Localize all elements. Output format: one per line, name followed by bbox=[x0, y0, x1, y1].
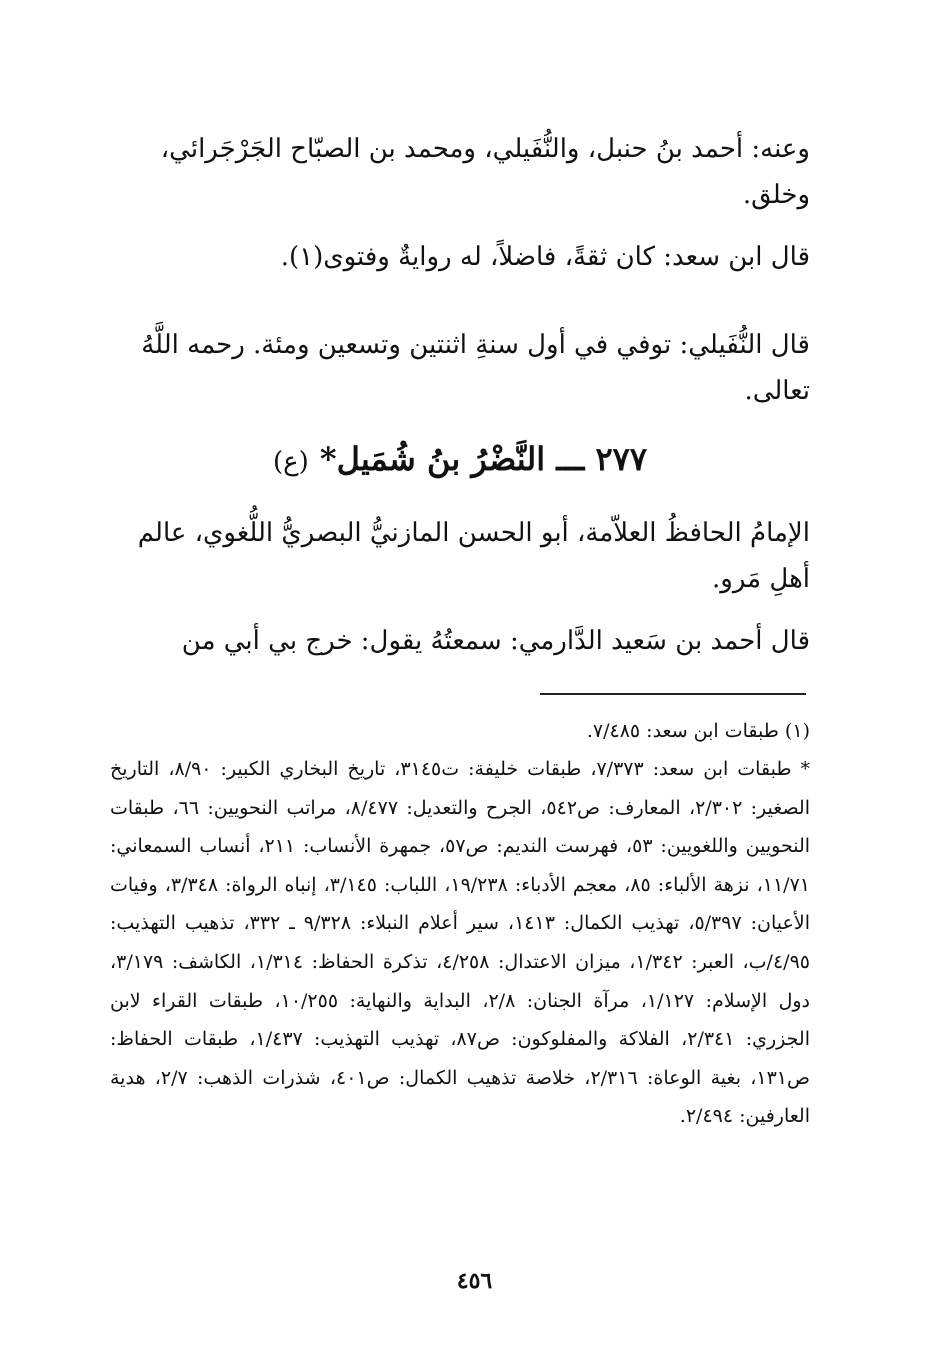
paragraph-narrators bbox=[110, 126, 810, 218]
paragraph-darimi-text: قال أحمد بن سَعيد الدَّارمي: سمعتُهُ يقول: خرج بي أبي من bbox=[181, 626, 810, 656]
footnote-sources-text: طبقات ابن سعد: ٧/٣٧٣، طبقات خليفة: ت٣١٤٥، تاريخ البخاري الكبير: ٨/٩٠، التاريخ الصغير: ٢/٣٠٢، المعارف: ص٥٤٢، الجرح والتعديل: ٨/٤٧٧، مراتب النحويين: ٦٦، طبقات النحويين واللغويين: ٥٣، فهرست النديم: ص٥٧، جمهرة الأنساب: ٢١١، أنساب السمعاني: ١١/٧١، نزهة الألباء: ٨٥، معجم الأدباء: ١٩/٢٣٨، اللباب: ٣/١٤٥، إنباه الرواة: ٣/٣٤٨، وفيات الأعيان: ٥/٣٩٧، تهذيب الكمال: ١٤١٣، سير أعلام النبلاء: ٩/٣٢٨ ـ ٣٣٢، تذهيب التهذيب: ٤/٩٥/ب، العبر: ١/٣٤٢، ميزان الاعتدال: ٤/٢٥٨، تذكرة الحفاظ: ١/٣١٤، الكاشف: ٣/١٧٩، دول الإسلام: ١/١٢٧، مرآة الجنان: ٢/٨، البداية والنهاية: ١٠/٢٥٥، طبقات القراء لابن الجزري: ٢/٣٤١، الفلاكة والمفلوكون: ص٨٧، تهذيب التهذيب: ١/٤٣٧، طبقات الحفاظ: ص١٣١، بغية الوعاة: ٢/٣١٦، خلاصة تذهيب الكمال: ص٤٠١، شذرات الذهب: ٢/٧، هدية العارفين: ٢/٤٩٤. bbox=[110, 758, 811, 1128]
paragraph-biography bbox=[110, 510, 810, 602]
footnote-separator bbox=[540, 693, 806, 695]
paragraph-ibn-saad-text: قال ابن سعد: كان ثقةً، فاضلاً، له روايةٌ وفتوى(١). bbox=[280, 242, 810, 272]
paragraph-death-text: قال النُّفَيلي: توفي في أول سنةِ اثنتين وتسعين ومئة. رحمه اللَّهُ تعالى. bbox=[141, 330, 810, 406]
entry-number: ٢٧٧ bbox=[595, 440, 648, 478]
entry-dash: ـــ bbox=[556, 440, 585, 478]
footnote-sources bbox=[110, 750, 810, 1136]
paragraph-biography-text: الإمامُ الحافظُ العلاّمة، أبو الحسن المازنيُّ البصريُّ اللُّغوي، عالم أهلِ مَرو. bbox=[137, 518, 810, 594]
entry-heading bbox=[110, 440, 810, 478]
paragraph-death bbox=[110, 322, 810, 414]
entry-symbol: (ع) bbox=[272, 447, 309, 477]
footnote-star-mark: * bbox=[800, 758, 810, 780]
paragraph-ibn-saad bbox=[110, 234, 810, 280]
footnote-1-text: (١) طبقات ابن سعد: ٧/٤٨٥. bbox=[586, 720, 810, 742]
page-number: ٤٥٦ bbox=[456, 1268, 493, 1294]
paragraph-darimi bbox=[110, 618, 810, 664]
footnote-1 bbox=[110, 712, 810, 751]
entry-name: النَّضْرُ بنُ شُمَيل* bbox=[319, 440, 546, 478]
paragraph-narrators-text: وعنه: أحمد بنُ حنبل، والنُّفَيلي، ومحمد بن الصبّاح الجَرْجَرائي، وخلق. bbox=[160, 134, 810, 210]
